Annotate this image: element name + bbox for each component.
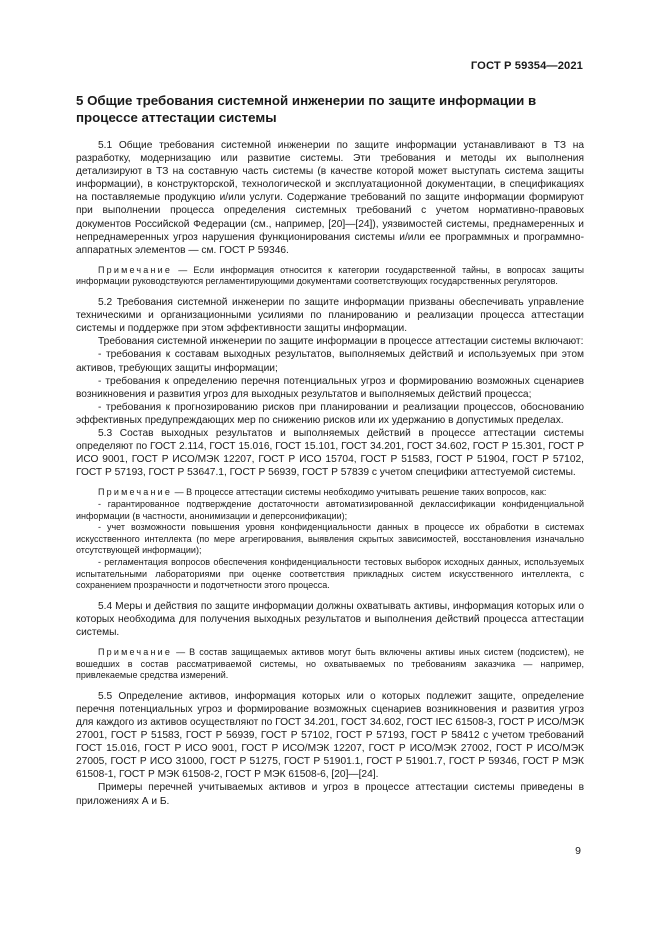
note-1 — [76, 265, 584, 288]
paragraph-5-4: 5.4 Меры и действия по защите информации должны охватывать активы, информация которых или о которых необходима для получения выходных результатов и выполнения действий процесса аттестации системы. — [76, 600, 584, 638]
paragraph-5-1: 5.1 Общие требования системной инженерии по защите информации устанавливают в ТЗ на разработку, модернизацию или развитие системы. Эти требования и методы их выполнения детализируют в ТЗ на составную часть системы (в качестве которой может выступать система защиты информации), в конструкторской, технологической и эксплуатационной документации, в спецификациях на поставляемые продукцию и/или услуги. Содержание требований по защите информации формируют при выполнении процесса определения системных требований с учетом нормативно-правовых документов Российской Федерации (см., например, [20]—[24]), уязвимостей системы, преднамеренных и непреднамеренных угроз нарушения функционирования системы и/или ее программных и программно-аппаратных элементов — см. ГОСТ Р 59346. — [76, 140, 584, 256]
note-list-item: - учет возможности повышения уровня конфиденциальности данных в процессе их обработки в системах искусственного интеллекта (по мере агрегирования, выявления скрытых зависимостей, восстановления изначально отсутствующей информации); — [76, 522, 584, 556]
list-item: - требования к составам выходных результатов, выполняемых действий и используемых при этом активов, требующих защиты информации; — [76, 349, 584, 374]
note-list-item: - регламентация вопросов обеспечения конфиденциальности тестовых выборок исходных данных, используемых испытательными лабораториями при оценке соответствия прикладных систем искусственного интеллекта, с сохранением прозрачности и подотчетности этого процесса. — [76, 556, 584, 591]
paragraph-requirements-intro: Требования системной инженерии по защите информации в процессе аттестации системы включают: — [98, 336, 584, 348]
paragraph-5-2: 5.2 Требования системной инженерии по защите информации призваны обеспечивать управление техническими и организационными усилиями по планированию и реализации процесса аттестации системы и поддержке при этом эффективности защиты информации. — [76, 297, 584, 335]
note-text: — В состав защищаемых активов могут быть включены активы иных систем (подсистем), не вошедших в состав рассматриваемой системы, но охватываемых по требованиям заказчика — например, привлекаемые средства измерений. — [76, 646, 584, 681]
note-label: Примечание — [98, 487, 173, 498]
paragraph-examples: Примеры перечней учитываемых активов и угроз в процессе аттестации системы приведены в приложениях А и Б. — [76, 782, 584, 807]
page-number: 9 — [575, 845, 581, 857]
section-title: 5 Общие требования системной инженерии по защите информации в процессе аттестации системы — [76, 93, 537, 125]
list-item: - требования к прогнозированию рисков при планировании и реализации процессов, обоснованию эффективных предупреждающих мер по снижению рисков или их удержанию в допустимых пределах. — [76, 401, 584, 426]
note-label: Примечание — [98, 646, 173, 657]
note-list-item: - гарантированное подтверждение достаточности автоматизированной деклассификации конфиденциальной информации (в частности, анонимизации и деперсонификации); — [76, 498, 584, 521]
standard-header: ГОСТ Р 59354—2021 — [470, 60, 583, 72]
note-text: — В процессе аттестации системы необходимо учитывать решение таких вопросов, как: — [172, 487, 547, 498]
list-item: - требования к определению перечня потенциальных угроз и формированию возможных сценариев возникновения и развития угроз для выходных результатов и выполняемых действий процесса; — [76, 375, 584, 400]
page-content — [76, 92, 584, 808]
note-2 — [76, 487, 584, 499]
note-text: — Если информация относится к категории государственной тайны, в вопросах защиты информации руководствуются регламентирующими документами соответствующих государственных регуляторов. — [76, 264, 584, 287]
note-3 — [76, 647, 584, 682]
paragraph-5-3: 5.3 Состав выходных результатов и выполняемых действий в процессе аттестации системы определяют по ГОСТ 2.114, ГОСТ 15.016, ГОСТ 15.101, ГОСТ 34.201, ГОСТ 34.602, ГОСТ Р 15.301, ГОСТ Р ИСО 9001, ГОСТ Р ИСО/МЭК 12207, ГОСТ Р ИСО 15704, ГОСТ Р 51583, ГОСТ Р 51904, ГОСТ Р 57102, ГОСТ Р 57193, ГОСТ Р 53647.1, ГОСТ Р 56939, ГОСТ Р 57839 с учетом специфики аттестуемой системы. — [76, 427, 584, 479]
paragraph-5-5: 5.5 Определение активов, информация которых или о которых подлежит защите, определение перечня потенциальных угроз и формирование возможных сценариев возникновения и развития угроз для каждого из активов осуществляют по ГОСТ 34.201, ГОСТ 34.602, ГОСТ IEC 61508-3, ГОСТ Р ИСО/МЭК 27001, ГОСТ Р 51583, ГОСТ Р 56939, ГОСТ Р 57102, ГОСТ Р 57193, ГОСТ Р 58412 с учетом требований ГОСТ 15.016, ГОСТ Р ИСО 9001, ГОСТ Р ИСО/МЭК 12207, ГОСТ Р ИСО/МЭК 27002, ГОСТ Р ИСО/МЭК 27005, ГОСТ Р ИСО 31000, ГОСТ Р 51275, ГОСТ Р 51901.1, ГОСТ Р 51901.7, ГОСТ Р 59346, ГОСТ Р МЭК 61508-1, ГОСТ Р МЭК 61508-2, ГОСТ Р МЭК 61508-6, [20]—[24]. — [76, 690, 584, 781]
note-label: Примечание — [98, 264, 173, 275]
